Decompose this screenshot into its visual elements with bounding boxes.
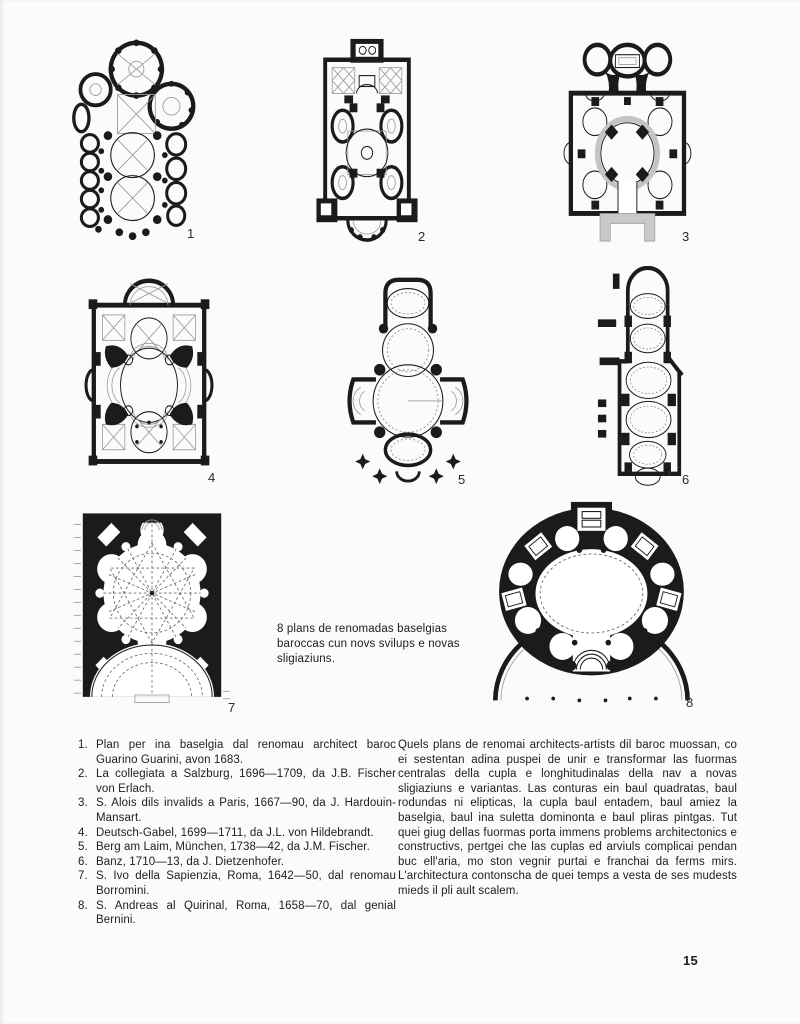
floorplan-8-drawing — [486, 500, 696, 712]
list-item-text: S. Alois dils invalids a Paris, 1667—90, da J. Hardouin-Mansart. — [96, 797, 396, 824]
figure-number-4: 4 — [208, 470, 216, 485]
floorplan-6-drawing — [588, 266, 700, 490]
article-text: Quels plans de renomai architects-artists dil baroc muossan, co ei sestentan adina puspei de unir e transformar las fuormas centralas della cupla e longhitudinalas della nav a novas sligiaziuns e variantas. Las conturas ein baul quadratas, baul rodundas ni elipticas, la cupla baul entadem, baul amiez la baselgia, baul ina suletta dominonta e baul pliras pintgas. Tut quei giug dellas fuormas porta immens problems architectonics e constructivs, pertgei che las cuplas ed arviuls complicai pendan buc ell'aria, mo ston vegnir purtai e franchai da ferms mirs. L'architectura contonscha de quei temps a vesta de ses mudests mieds il pli ault scalem. — [398, 739, 737, 897]
figures-caption: 8 plans de renomadas baselgias baroccas cun novs svilups e novas sligiaziuns. — [277, 623, 460, 665]
floorplan-1-drawing — [70, 34, 198, 244]
floorplan-4-drawing — [80, 270, 218, 483]
figure-number-1: 1 — [187, 226, 195, 241]
list-item-number: 2. — [78, 768, 88, 781]
list-item — [78, 840, 396, 855]
list-item-text: Plan per ina baselgia dal renomau architect baroc Guarino Guarini, avon 1683. — [96, 739, 396, 766]
floorplan-5-drawing — [342, 270, 474, 485]
floorplan-1-guarini — [70, 34, 198, 244]
list-item-number: 3. — [78, 797, 88, 810]
floorplan-3-drawing — [552, 34, 702, 246]
floorplan-2-salzburg-collegiata — [306, 34, 428, 244]
list-item-number: 8. — [78, 899, 88, 912]
figure-number-3: 3 — [682, 229, 690, 244]
plan-caption-list — [78, 738, 396, 928]
figure-number-2: 2 — [418, 229, 426, 244]
page-number: 15 — [683, 953, 699, 968]
floorplan-7-s-ivo-sapienzia — [72, 506, 232, 708]
list-item — [78, 767, 396, 796]
list-item-text: S. Ivo della Sapienzia, Roma, 1642—50, dal renomau Borromini. — [96, 870, 396, 897]
list-item — [78, 796, 396, 825]
list-item-number: 5. — [78, 841, 88, 854]
figure-number-6: 6 — [682, 472, 690, 487]
list-item — [78, 869, 396, 898]
figure-number-7: 7 — [228, 700, 236, 715]
list-item-text: S. Andreas al Quirinal, Roma, 1658—70, dal genial Bernini. — [96, 899, 396, 927]
list-item — [78, 738, 396, 767]
list-item-number: 4. — [78, 826, 88, 839]
list-item — [78, 899, 396, 928]
floorplan-3-invalides-paris — [552, 34, 702, 246]
list-item-number: 6. — [78, 855, 88, 868]
list-item-number: 1. — [78, 739, 88, 751]
floorplan-2-drawing — [306, 34, 428, 244]
floorplan-4-deutsch-gabel — [80, 270, 218, 483]
list-item-text: La collegiata a Salzburg, 1696—1709, da J.B. Fischer von Erlach. — [96, 768, 396, 795]
list-item — [78, 855, 396, 870]
list-item — [78, 826, 396, 841]
figure-number-5: 5 — [458, 472, 466, 487]
list-item-number: 7. — [78, 870, 88, 883]
figure-number-8: 8 — [686, 695, 694, 710]
floorplan-6-banz — [588, 266, 700, 490]
list-item-text: Banz, 1710—13, da J. Dietzenhofer. — [96, 855, 285, 868]
floorplan-5-berg-am-laim — [342, 270, 474, 485]
floorplan-8-s-andreas-quirinal — [486, 500, 696, 712]
floorplan-7-drawing — [72, 506, 232, 708]
list-item-text: Deutsch-Gabel, 1699—1711, da J.L. von Hildebrandt. — [96, 826, 374, 839]
list-item-text: Berg am Laim, München, 1738—42, da J.M. Fischer. — [96, 841, 370, 854]
